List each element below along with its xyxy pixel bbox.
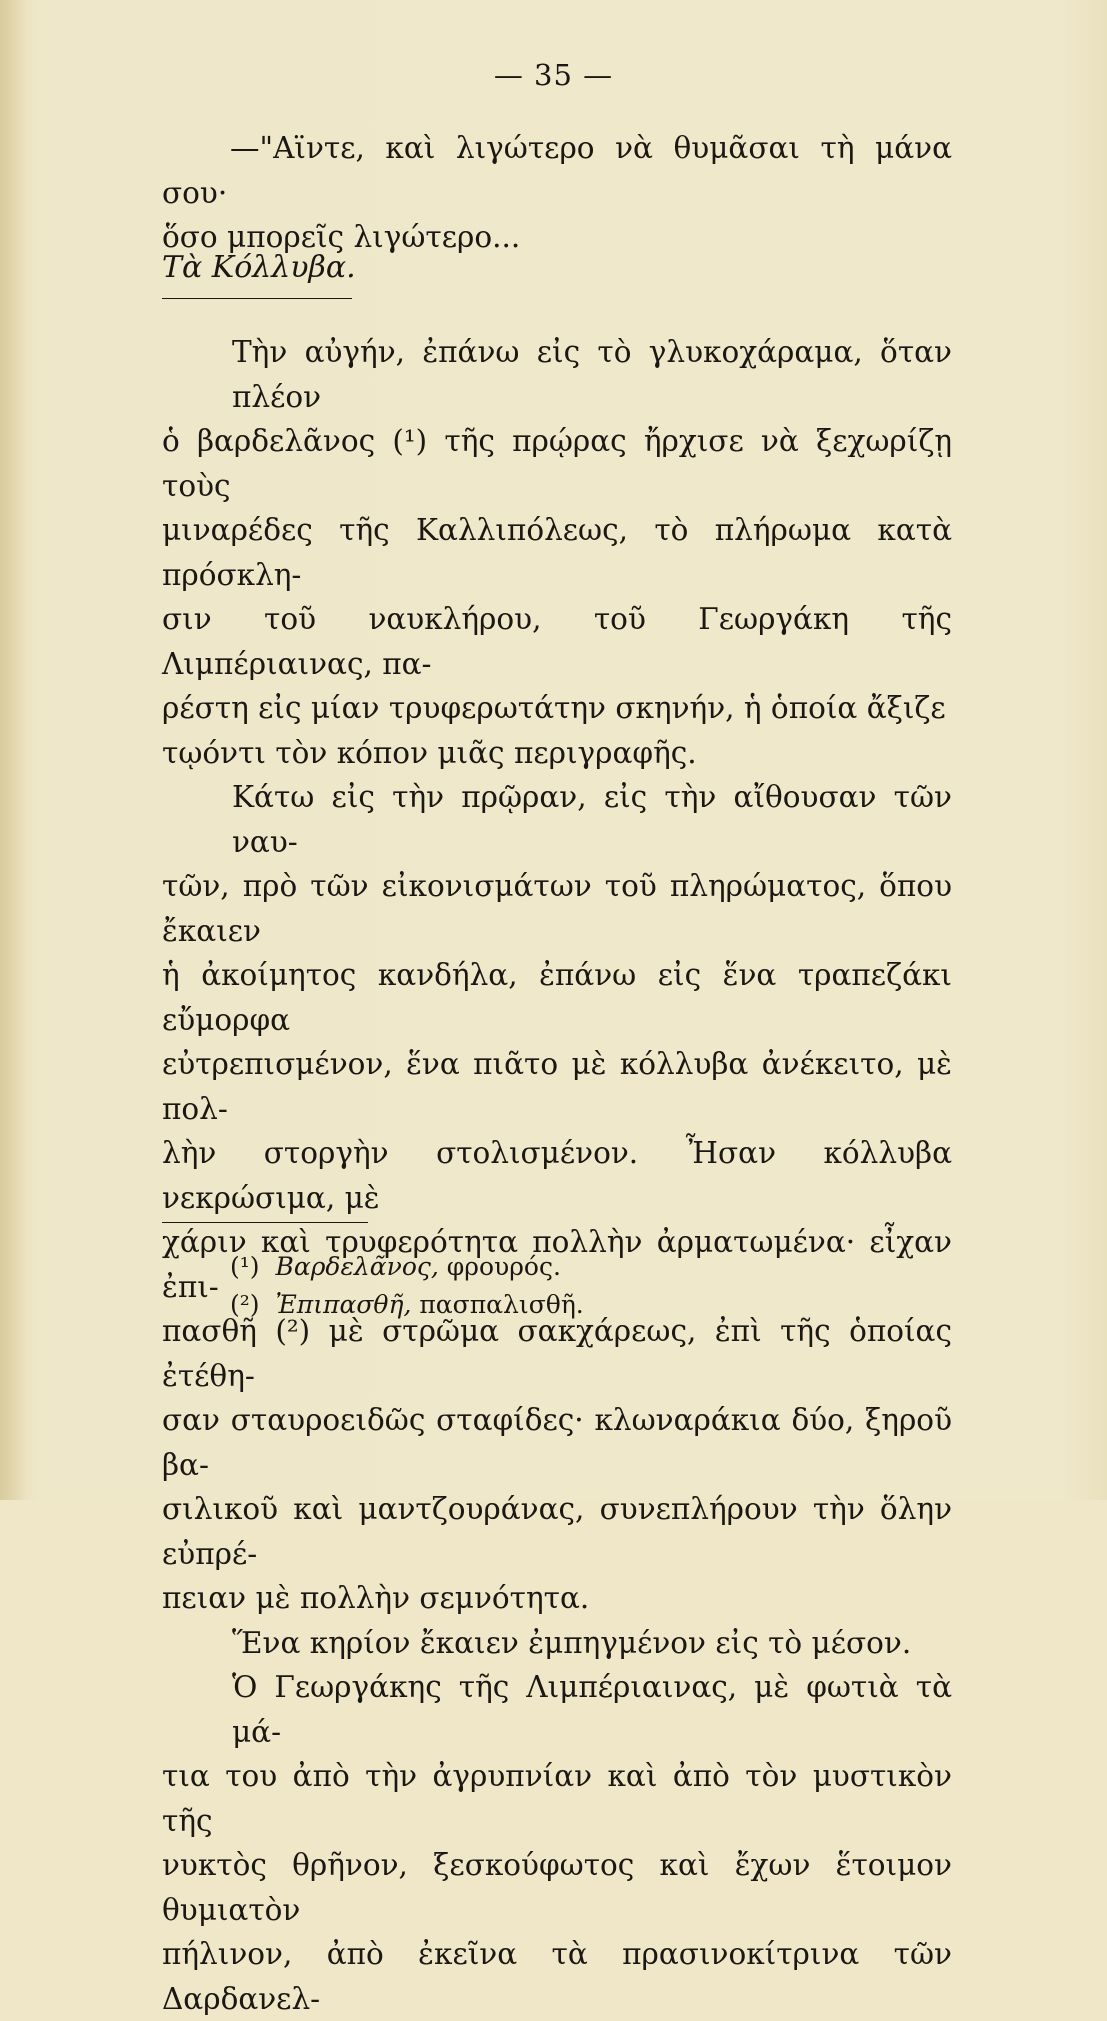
paragraph-3	[162, 1621, 952, 1666]
title-underline	[162, 298, 352, 299]
text-line: ὁ βαρδελᾶνος (¹) τῆς πρῴρας ἤρχισε νὰ ξεχωρίζῃ τοὺς	[162, 424, 952, 503]
opening-dialogue	[162, 126, 952, 260]
text-line: σιλικοῦ καὶ μαντζουράνας, συνεπλήρουν τὴν ὅλην εὐπρέ-	[162, 1492, 952, 1571]
page-number: — 35 —	[493, 58, 614, 92]
text-line: νυκτὸς θρῆνον, ξεσκούφωτος καὶ ἔχων ἕτοιμον θυμιατὸν	[162, 1848, 952, 1927]
footnotes	[230, 1248, 584, 1324]
footnote-gloss: φρουρός.	[446, 1252, 561, 1281]
section-title: Τὰ Κόλλυβα.	[162, 250, 356, 285]
text-line: σαν σταυροειδῶς σταφίδες· κλωναράκια δύο, ξηροῦ βα-	[162, 1403, 952, 1482]
text-line: Ὁ Γεωργάκης τῆς Λιμπέριαινας, μὲ φωτιὰ τὰ μά-	[232, 1670, 952, 1749]
paragraph-1	[162, 330, 952, 775]
opening-line-2: ὅσο μπορεῖς λιγώτερο...	[162, 220, 521, 254]
text-line: Τὴν αὐγήν, ἐπάνω εἰς τὸ γλυκοχάραμα, ὅταν πλέον	[232, 335, 952, 414]
footnote-mark: (¹)	[230, 1252, 260, 1281]
body-text	[162, 330, 952, 2021]
text-line: λὴν στοργὴν στολισμένον. Ἦσαν κόλλυβα νεκρώσιμα, μὲ	[162, 1136, 952, 1215]
text-line: πήλινον, ἀπὸ ἐκεῖνα τὰ πρασινοκίτρινα τῶν Δαρδανελ-	[162, 1937, 952, 2016]
text-line: Ἕνα κηρίον ἔκαιεν ἐμπηγμένον εἰς τὸ μέσον.	[232, 1625, 912, 1660]
footnote-mark: (²)	[230, 1290, 260, 1319]
text-line: μιναρέδες τῆς Καλλιπόλεως, τὸ πλήρωμα κατὰ πρόσκλη-	[162, 513, 952, 592]
text-line: σιν τοῦ ναυκλήρου, τοῦ Γεωργάκη τῆς Λιμπέριαινας, πα-	[162, 602, 952, 681]
text-line: τῳόντι τὸν κόπον μιᾶς περιγραφῆς.	[162, 735, 697, 770]
opening-line-1: —"Αϊντε, καὶ λιγώτερο νὰ θυμᾶσαι τὴ μάνα σου·	[162, 131, 952, 210]
footnote-separator	[162, 1222, 368, 1223]
text-line: χάριν καὶ τρυφερότητα πολλὴν ἀρματωμένα· εἶχαν ἐπι-	[162, 1225, 952, 1304]
text-line: ἡ ἀκοίμητος κανδήλα, ἐπάνω εἰς ἕνα τραπεζάκι εὔμορφα	[162, 958, 952, 1037]
footnote-1	[230, 1248, 584, 1286]
text-line: πειαν μὲ πολλὴν σεμνότητα.	[162, 1581, 590, 1615]
paragraph-2	[162, 775, 952, 1621]
binding-edge-shadow	[0, 0, 26, 1500]
text-line: Κάτω εἰς τὴν πρῷραν, εἰς τὴν αἴθουσαν τῶν ναυ-	[232, 780, 952, 859]
text-line: εὐτρεπισμένον, ἕνα πιᾶτο μὲ κόλλυβα ἀνέκειτο, μὲ πολ-	[162, 1047, 952, 1126]
footnote-term: Ἐπιπασθῆ,	[275, 1290, 412, 1319]
text-line: τια του ἀπὸ τὴν ἀγρυπνίαν καὶ ἀπὸ τὸν μυστικὸν τῆς	[162, 1759, 952, 1838]
paragraph-4	[162, 1665, 952, 2021]
text-line: πασθῆ (²) μὲ στρῶμα σακχάρεως, ἐπὶ τῆς ὁποίας ἐτέθη-	[162, 1314, 952, 1393]
footnote-gloss: πασπαλισθῆ.	[419, 1290, 584, 1319]
footnote-term: Βαρδελᾶνος,	[275, 1252, 439, 1281]
footnote-2	[230, 1286, 584, 1324]
text-line: τῶν, πρὸ τῶν εἰκονισμάτων τοῦ πληρώματος, ὅπου ἔκαιεν	[162, 869, 952, 948]
text-line: ρέστη εἰς μίαν τρυφερωτάτην σκηνήν, ἡ ὁποία ἄξιζε	[162, 691, 946, 725]
